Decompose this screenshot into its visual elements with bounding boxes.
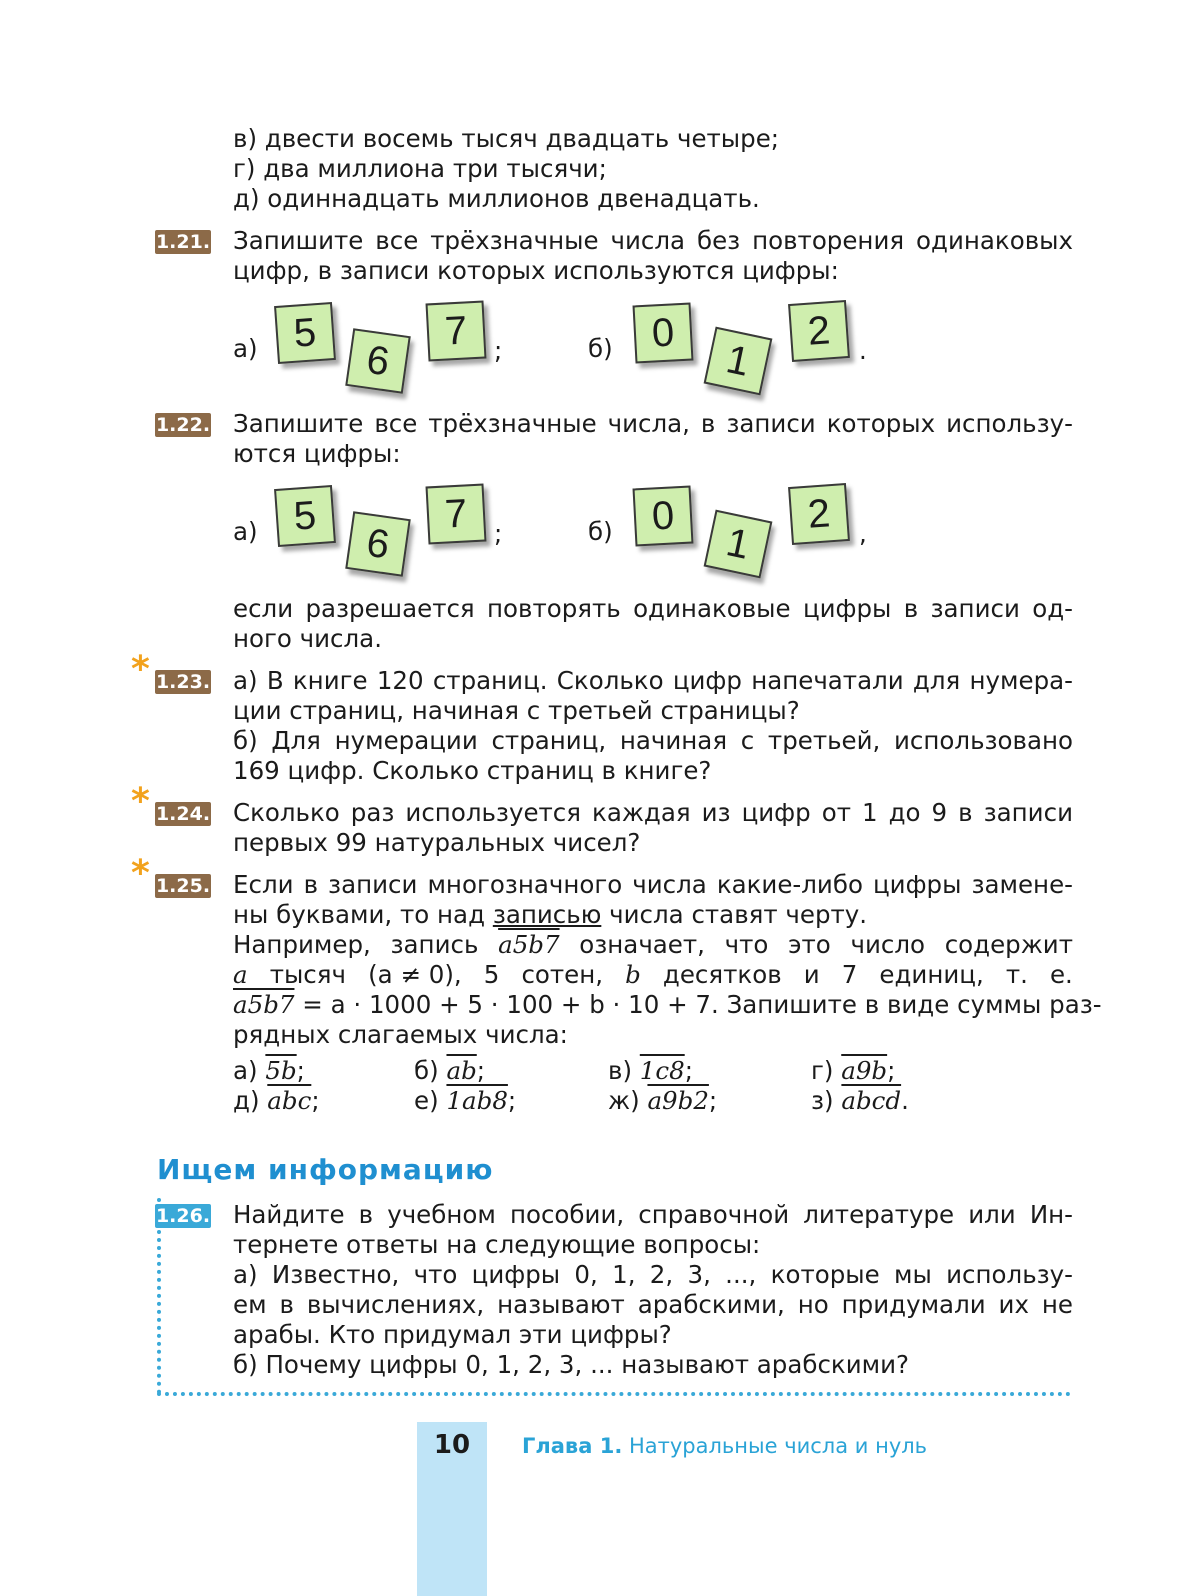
ex125-item	[414, 1086, 516, 1116]
ex125-item	[608, 1086, 717, 1116]
item-end: ;	[708, 1086, 718, 1115]
ex122-sep-a: ;	[494, 519, 503, 548]
digit-tile: 2	[788, 483, 850, 545]
ex122-after2: ного числа.	[233, 624, 382, 653]
ex125-line5	[233, 990, 1102, 1020]
item-end: ;	[684, 1056, 693, 1085]
ex125-line2-text: ны буквами, то над	[233, 900, 493, 929]
exercise-number-1-26: 1.26.	[155, 1205, 211, 1227]
exercise-number-1-25: 1.25.	[155, 875, 211, 897]
word: 7	[841, 960, 858, 989]
overlined-number: $\overline{abc}$	[267, 1086, 312, 1115]
word: сотен,	[521, 960, 604, 989]
underlined-word: записью	[492, 900, 602, 929]
digit-tile: 5	[274, 302, 336, 364]
item-label: е)	[414, 1086, 439, 1115]
ex125-item	[811, 1056, 895, 1086]
star-icon: *	[131, 853, 150, 894]
item-label: ж)	[608, 1086, 640, 1115]
exercise-number-1-21: 1.21.	[155, 231, 211, 253]
exercise-number-1-23: 1.23.	[155, 671, 211, 693]
overlined-number: a5b7	[233, 990, 295, 1019]
item-label: б)	[414, 1056, 439, 1085]
ex125-line1: Если в записи многозначного числа какие-либо цифры замене-	[233, 870, 1073, 899]
overlined-number: 1c8	[639, 1056, 685, 1085]
exercise-number-1-22: 1.22.	[155, 414, 211, 436]
ex122-line2: ются цифры:	[233, 439, 401, 468]
chapter-footer	[522, 1434, 927, 1458]
digit-tile: 5	[274, 485, 336, 547]
ex126-line5: арабы. Кто придумал эти цифры?	[233, 1320, 672, 1349]
item-label: а)	[233, 1056, 258, 1085]
overlined-number: abcd	[841, 1086, 902, 1115]
ex121-line1: Запишите все трёхзначные числа без повторения одинаковых	[233, 226, 1073, 255]
dotted-border-bottom	[157, 1392, 1071, 1396]
item-end: ;	[507, 1086, 517, 1115]
overlined-number: a5b7	[498, 930, 560, 959]
page-number: 10	[433, 1430, 471, 1460]
formula-text: = a · 1000 + 5 · 100 + b · 10 + 7. Запишите в виде суммы раз-	[294, 990, 1102, 1019]
digit-tile: 0	[633, 486, 694, 547]
word: десятков	[662, 960, 782, 989]
word: Например,	[233, 930, 371, 959]
condition: (a ≠ 0),	[368, 960, 462, 989]
exercise-number-1-24: 1.24.	[155, 803, 211, 825]
ex126-line6: б) Почему цифры 0, 1, 2, 3, ... называют арабскими?	[233, 1350, 910, 1379]
chapter-label: Глава 1.	[522, 1434, 623, 1458]
word: е.	[1049, 960, 1073, 989]
ex123-line4: 169 цифр. Сколько страниц в книге?	[233, 756, 712, 785]
word: 5	[483, 960, 500, 989]
overlined-number: a9b2	[647, 1086, 709, 1115]
ex126-line2: тернете ответы на следующие вопросы:	[233, 1230, 761, 1259]
ex126-line3: а) Известно, что цифры 0, 1, 2, 3, ..., которые мы использу-	[233, 1260, 1073, 1289]
digit-tile: 2	[788, 300, 850, 362]
item-label: г)	[811, 1056, 834, 1085]
digit-tile: 1	[704, 510, 773, 579]
word: и	[803, 960, 820, 989]
digit-tile: 1	[704, 327, 773, 396]
list-item-d: д) одиннадцать миллионов двенадцать.	[233, 184, 760, 213]
item-label: д)	[233, 1086, 260, 1115]
ex121-sep-b: .	[859, 336, 867, 365]
overlined-number: 1ab8	[446, 1086, 508, 1115]
ex126-line4: ем в вычислениях, называют арабскими, но придумали их не	[233, 1290, 1073, 1319]
ex124-line1: Сколько раз используется каждая из цифр от 1 до 9 в записи	[233, 798, 1073, 827]
word: число	[850, 930, 925, 959]
ex122-sep-b: ,	[859, 519, 867, 548]
item-end: ;	[887, 1056, 896, 1085]
digit-tile: 7	[426, 484, 487, 545]
word: т.	[1005, 960, 1028, 989]
star-icon: *	[131, 649, 150, 690]
ex122-after1: если разрешается повторять одинаковые цифры в записи од-	[233, 594, 1073, 623]
item-end: ;	[476, 1056, 486, 1085]
variable: a	[233, 960, 248, 989]
word: означает,	[579, 930, 705, 959]
ex122-label-b: б)	[588, 517, 613, 546]
ex126-line1: Найдите в учебном пособии, справочной литературе или Ин-	[233, 1200, 1073, 1229]
overlined-number: $\overline{ab}$	[446, 1056, 477, 1085]
ex125-line2-text-end: числа ставят черту.	[601, 900, 868, 929]
overlined-number: 5b	[265, 1056, 297, 1085]
item-label: в)	[608, 1056, 632, 1085]
ex122-label-a: а)	[233, 517, 258, 546]
item-end: .	[901, 1086, 909, 1115]
chapter-title: Натуральные числа и нуль	[628, 1434, 928, 1458]
word: тысяч	[269, 960, 346, 989]
ex125-item	[811, 1086, 909, 1116]
ex125-item	[233, 1056, 305, 1086]
ex123-line1: а) В книге 120 страниц. Сколько цифр напечатали для нумера-	[233, 666, 1073, 695]
digit-tile: 6	[345, 511, 411, 577]
ex125-line4	[233, 960, 1073, 990]
list-item-g: г) два миллиона три тысячи;	[233, 154, 607, 183]
ex125-item	[233, 1086, 320, 1116]
ex125-line6: рядных слагаемых числа:	[233, 1020, 568, 1049]
ex125-item	[608, 1056, 693, 1086]
item-end: ;	[311, 1086, 320, 1115]
word: единиц,	[879, 960, 984, 989]
word: содержит	[944, 930, 1073, 959]
word: это	[788, 930, 831, 959]
word: запись	[390, 930, 479, 959]
variable: b	[625, 960, 641, 989]
ex125-line3	[233, 930, 1073, 960]
ex121-label-b: б)	[588, 334, 613, 363]
overlined-number: a9b	[841, 1056, 888, 1085]
list-item-v: в) двести восемь тысяч двадцать четыре;	[233, 124, 780, 153]
item-end: ;	[296, 1056, 305, 1085]
ex123-line3: б) Для нумерации страниц, начиная с третьей, использовано	[233, 726, 1073, 755]
digit-tile: 6	[345, 328, 411, 394]
section-heading: Ищем информацию	[157, 1153, 494, 1186]
ex122-line1: Запишите все трёхзначные числа, в записи которых использу-	[233, 409, 1073, 438]
word: что	[724, 930, 769, 959]
ex121-label-a: а)	[233, 334, 258, 363]
ex121-sep-a: ;	[494, 336, 503, 365]
star-icon: *	[131, 781, 150, 822]
ex125-item	[414, 1056, 485, 1086]
digit-tile: 7	[426, 301, 487, 362]
item-label: з)	[811, 1086, 834, 1115]
ex123-line2: ции страниц, начиная с третьей страницы?	[233, 696, 800, 725]
digit-tile: 0	[633, 303, 694, 364]
ex124-line2: первых 99 натуральных чисел?	[233, 828, 641, 857]
ex125-line2	[233, 900, 867, 930]
ex121-line2: цифр, в записи которых используются цифры:	[233, 256, 839, 285]
